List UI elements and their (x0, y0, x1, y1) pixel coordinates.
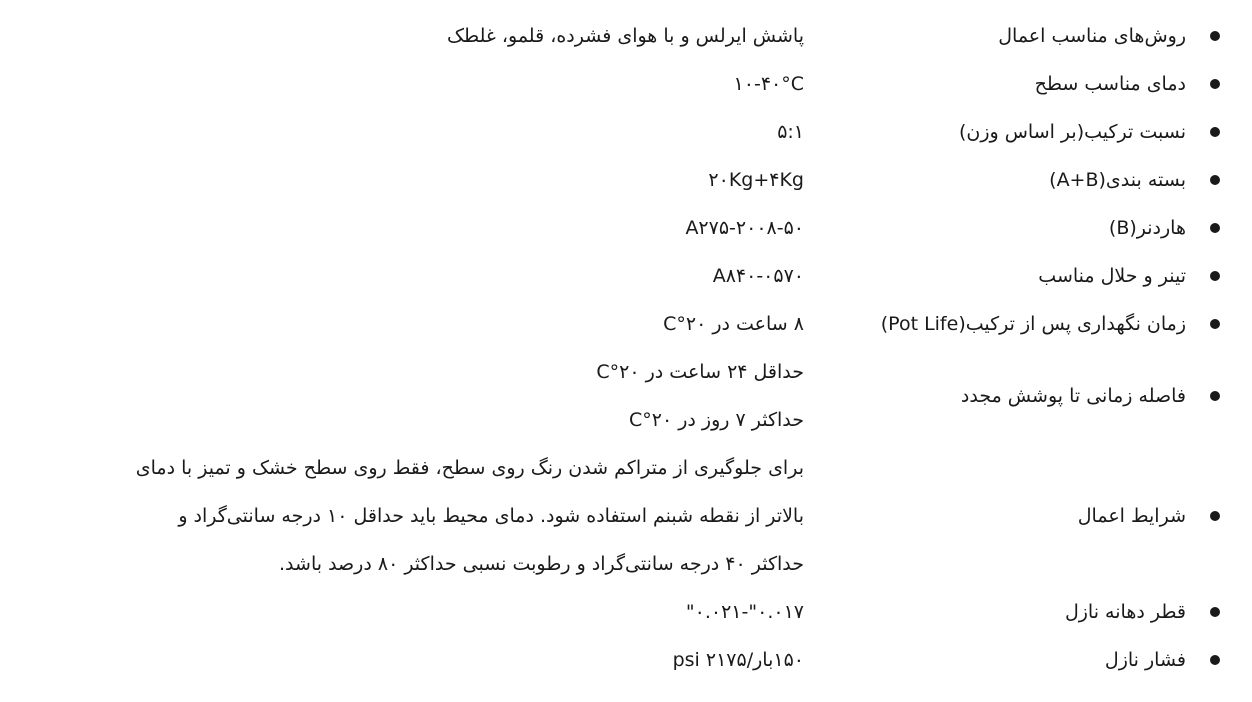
spec-label: بسته بندی(A+B) (1049, 169, 1186, 191)
spec-list (20, 12, 1232, 684)
spec-value: پاشش ایرلس و با هوای فشرده، قلمو، غلطک (447, 25, 804, 47)
spec-row-application-methods (20, 12, 1232, 60)
bullet-icon (1210, 511, 1220, 521)
spec-row-surface-temperature (20, 60, 1232, 108)
spec-row-recoat-interval (20, 348, 1232, 444)
spec-row-application-conditions (20, 444, 1232, 588)
spec-row-thinner (20, 252, 1232, 300)
bullet-icon (1210, 31, 1220, 41)
spec-value: ۰.۰۱۷"-۰.۰۲۱" (685, 601, 804, 623)
spec-row-packaging (20, 156, 1232, 204)
bullet-icon (1210, 655, 1220, 665)
spec-label: زمان نگهداری پس از ترکیب(Pot Life) (880, 313, 1186, 335)
spec-label: روش‌های مناسب اعمال (998, 25, 1186, 47)
bullet-icon (1210, 127, 1220, 137)
spec-value: ۱۰-۴۰°C (733, 73, 804, 95)
spec-label: نسبت ترکیب(بر اساس وزن) (958, 121, 1186, 143)
spec-value: حداکثر ۷ روز در ۲۰°C (628, 409, 804, 431)
spec-value: ۲۰Kg+۴Kg (708, 169, 804, 191)
spec-value: ۱۵۰بار/۲۱۷۵ psi (672, 649, 804, 671)
spec-value: A۸۴۰-۰۵۷۰ (712, 265, 804, 287)
spec-row-hardener (20, 204, 1232, 252)
spec-label: دمای مناسب سطح (1034, 73, 1186, 95)
spec-row-pot-life (20, 300, 1232, 348)
bullet-icon (1210, 175, 1220, 185)
spec-label: تینر و حلال مناسب (1038, 265, 1186, 287)
spec-value: بالاتر از نقطه شبنم استفاده شود. دمای محیط باید حداقل ۱۰ درجه سانتی‌گراد و (178, 505, 804, 527)
bullet-icon (1210, 391, 1220, 401)
spec-label: فشار نازل (1104, 649, 1186, 671)
spec-label: قطر دهانه نازل (1064, 601, 1186, 623)
bullet-icon (1210, 319, 1220, 329)
spec-label: هاردنر(B) (1108, 217, 1186, 239)
bullet-icon (1210, 607, 1220, 617)
spec-row-mix-ratio (20, 108, 1232, 156)
spec-value: حداقل ۲۴ ساعت در ۲۰°C (596, 361, 804, 383)
spec-value: A۲۷۵-۲۰۰۸-۵۰ (685, 217, 804, 239)
spec-value: حداکثر ۴۰ درجه سانتی‌گراد و رطوبت نسبی حداکثر ۸۰ درصد باشد. (279, 553, 804, 575)
bullet-icon (1210, 79, 1220, 89)
spec-label: شرایط اعمال (1077, 505, 1186, 527)
spec-row-nozzle-size (20, 588, 1232, 636)
bullet-icon (1210, 271, 1220, 281)
spec-value: برای جلوگیری از متراکم شدن رنگ روی سطح، فقط روی سطح خشک و تمیز با دمای (135, 457, 804, 479)
spec-value: ۸ ساعت در ۲۰°C (663, 313, 804, 335)
spec-row-nozzle-pressure (20, 636, 1232, 684)
spec-value: ۵:۱ (777, 121, 804, 143)
spec-label: فاصله زمانی تا پوشش مجدد (960, 385, 1186, 407)
bullet-icon (1210, 223, 1220, 233)
